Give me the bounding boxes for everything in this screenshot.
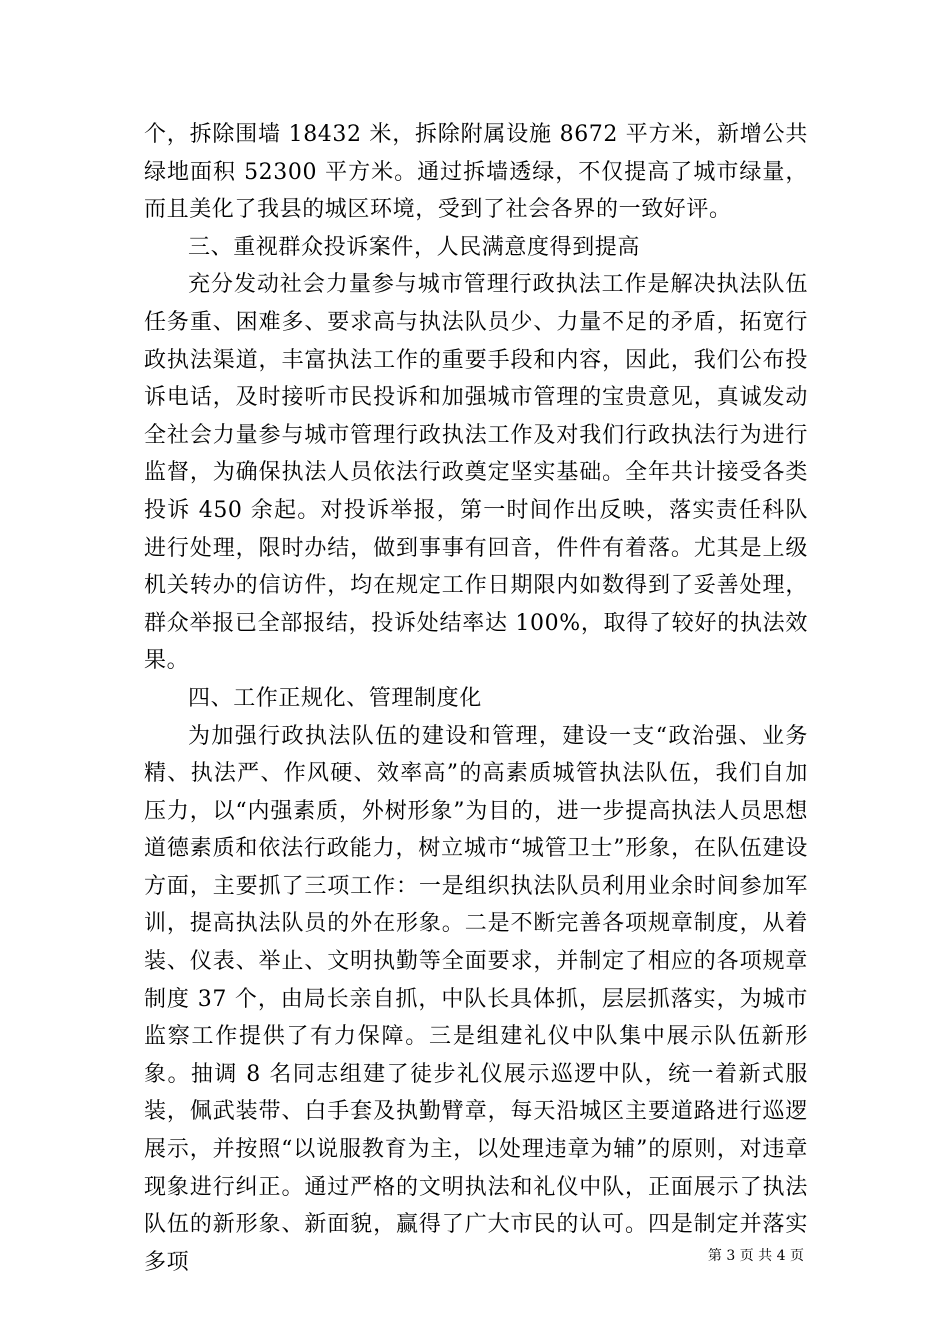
section-heading-4: 四、工作正规化、管理制度化	[188, 685, 482, 711]
paragraph-complaints: 充分发动社会力量参与城市管理行政执法工作是解决执法队伍任务重、困难多、要求高与执法队员少、力量不足的矛盾，拓宽行政执法渠道，丰富执法工作的重要手段和内容，因此，我们公布投诉电话，及时接听市民投诉和加强城市管理的宝贵意见，真诚发动全社会力量参与城市管理行政执法工作及对我们行政执法行为进行监督，为确保执法人员依法行政奠定坚实基础。全年共计接受各类投诉 450 余起。对投诉举报，第一时间作出反映，落实责任科队进行处理，限时办结，做到事事有回音，件件有着落。尤其是上级机关转办的信访件，均在规定工作日期限内如数得到了妥善处理，群众举报已全部报结，投诉处结率达 100%，取得了较好的执法效果。	[144, 272, 808, 674]
section-heading-3: 三、重视群众投诉案件，人民满意度得到提高	[188, 234, 641, 260]
page-number: 第 3 页 共 4 页	[707, 1248, 804, 1264]
paragraph-standardization: 为加强行政执法队伍的建设和管理，建设一支“政治强、业务精、执法严、作风硬、效率高”的高素质城管执法队伍，我们自加压力，以“内强素质，外树形象”为目的，进一步提高执法人员思想道德素质和依法行政能力，树立城市“城管卫士”形象，在队伍建设方面，主要抓了三项工作：一是组织执法队员利用业余时间参加军训，提高执法队员的外在形象。二是不断完善各项规章制度，从着装、仪表、举止、文明执勤等全面要求，并制定了相应的各项规章制度 37 个，由局长亲自抓，中队长具体抓，层层抓落实，为城市监察工作提供了有力保障。三是组建礼仪中队集中展示队伍新形象。抽调 8 名同志组建了徒步礼仪展示巡逻中队，统一着新式服装，佩武装带、白手套及执勤臂章，每天沿城区主要道路进行巡逻展示，并按照“以说服教育为主，以处理违章为辅”的原则，对违章现象进行纠正。通过严格的文明执法和礼仪中队，正面展示了执法队伍的新形象、新面貌，赢得了广大市民的认可。四是制定并落实多项	[144, 723, 808, 1275]
document-body	[144, 116, 808, 1281]
paragraph-continued: 个，拆除围墙 18432 米，拆除附属设施 8672 平方米，新增公共绿地面积 52300 平方米。通过拆墙透绿，不仅提高了城市绿量，而且美化了我县的城区环境，受到了社会各界的一致好评。	[144, 122, 808, 223]
